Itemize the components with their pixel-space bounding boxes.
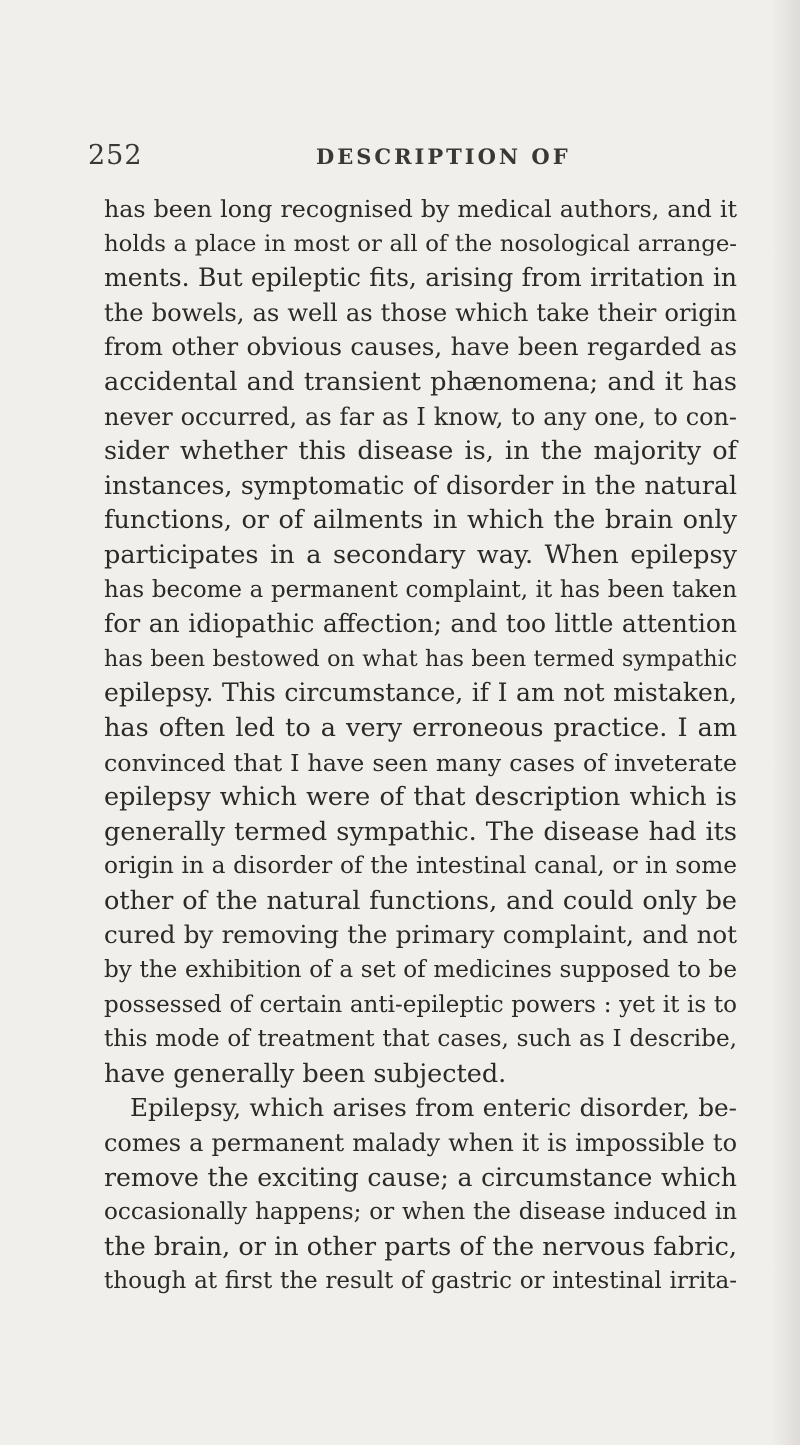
text-line: cured by removing the primary complaint, and not: [104, 920, 737, 950]
text-line: the bowels, as well as those which take their origin: [104, 298, 737, 327]
text-line: has been long recognised by medical authors, and it: [104, 195, 737, 223]
text-line: participates in a secondary way. When epilepsy: [104, 539, 737, 570]
text-line: for an idiopathic affection; and too little attention: [104, 609, 737, 639]
text-line: has become a permanent complaint, it has been taken: [104, 576, 737, 603]
text-line: though at first the result of gastric or intestinal irrita-: [104, 1268, 737, 1295]
body-text: [0, 192, 800, 1299]
text-line: never occurred, as far as I know, to any one, to con-: [104, 402, 737, 431]
text-line: occasionally happens; or when the disease induced in: [104, 1199, 737, 1226]
text-line: remove the exciting cause; a circumstance which: [104, 1162, 737, 1192]
text-line: sider whether this disease is, in the majority of: [104, 436, 737, 467]
text-line: from other obvious causes, have been regarded as: [104, 332, 737, 362]
text-line: comes a permanent malady when it is impossible to: [104, 1129, 737, 1158]
text-line: accidental and transient phænomena; and it has: [104, 366, 737, 397]
text-line-indent: Epilepsy, which arises from enteric disorder, be-: [130, 1093, 737, 1123]
text-line: origin in a disorder of the intestinal canal, or in some: [104, 852, 737, 880]
text-line: instances, symptomatic of disorder in the natural: [104, 470, 737, 500]
running-head: DESCRIPTION OF: [316, 144, 571, 169]
text-line: possessed of certain anti-epileptic powers : yet it is to: [104, 991, 737, 1018]
text-line: generally termed sympathic. The disease had its: [104, 816, 737, 847]
page-number: 252: [88, 140, 143, 171]
text-line: other of the natural functions, and could only be: [104, 885, 737, 916]
text-line: holds a place in most or all of the nosological arrange-: [104, 230, 737, 257]
text-line: by the exhibition of a set of medicines supposed to be: [104, 957, 737, 984]
text-line: the brain, or in other parts of the nervous fabric,: [104, 1231, 737, 1262]
text-line: has been bestowed on what has been termed sympathic: [104, 645, 737, 672]
text-line: convinced that I have seen many cases of inveterate: [104, 748, 737, 777]
text-line: this mode of treatment that cases, such as I describe,: [104, 1026, 737, 1053]
text-line: ments. But epileptic fits, arising from irritation in: [104, 263, 737, 293]
page-header: [0, 140, 800, 180]
text-line: epilepsy. This circumstance, if I am not mistaken,: [104, 678, 737, 708]
text-line: functions, or of ailments in which the brain only: [104, 505, 737, 536]
text-line: has often led to a very erroneous practice. I am: [104, 712, 737, 743]
text-line: have generally been subjected.: [104, 1058, 507, 1089]
text-line: epilepsy which were of that description which is: [104, 782, 737, 813]
